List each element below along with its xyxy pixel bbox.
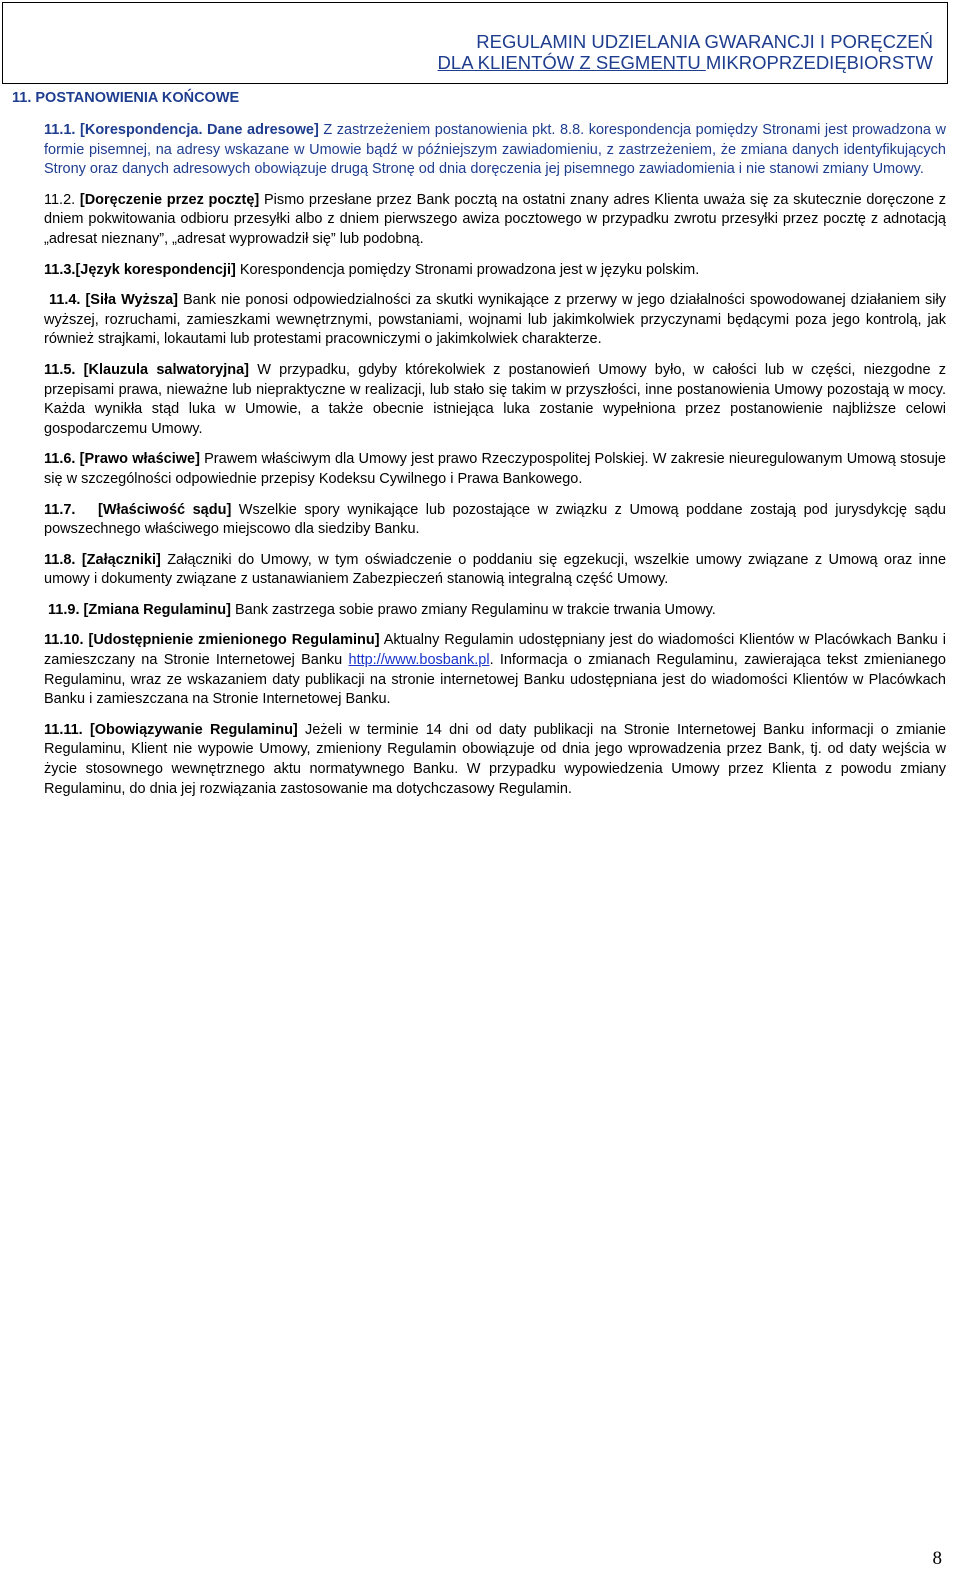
title-line-2-rest: MIKROPRZEDIĘBIORSTW: [705, 52, 933, 73]
paragraph-11-10: [44, 631, 946, 709]
paragraph-number: 11.10.: [44, 632, 84, 649]
paragraph-number: 11.7.: [44, 501, 76, 518]
paragraph-text-before-link: Aktualny Regulamin udostępniany jest do wiadomości Klientów w Placówkach Banku i zamieszczany na Stronie Internetowej Banku: [44, 632, 946, 669]
document-body: [44, 121, 946, 810]
paragraph-text: Bank nie ponosi odpowiedzialności za skutki wynikające z przerwy w jego działalności spowodowanej działaniem siły wyższej, rozruchami, zamieszkami wewnętrznymi, powstaniami, wojnami lub jakimkolwiek przyczynami będącymi poza jego kontrolą, jak również strajkami, lokautami lub protestami pracowniczymi o jakimkolwiek charakterze.: [44, 292, 947, 348]
paragraph-title: [Obowiązywanie Regulaminu]: [89, 721, 298, 738]
paragraph-title: [Właściwość sądu]: [98, 501, 232, 518]
title-line-2: [438, 52, 933, 73]
document-header: [2, 2, 948, 84]
page-number: 8: [932, 1548, 942, 1569]
title-line-1: REGULAMIN UDZIELANIA GWARANCJI I PORĘCZEŃ: [476, 31, 933, 52]
paragraph-number: 11.5.: [44, 361, 76, 378]
paragraph-number: 11.8.: [44, 551, 76, 568]
paragraph-title: [Udostępnienie zmienionego Regulaminu]: [88, 632, 380, 649]
paragraph-11-3: [44, 261, 946, 281]
paragraph-text: Korespondencja pomiędzy Stronami prowadzona jest w języku polskim.: [235, 261, 700, 278]
paragraph-11-9: [44, 601, 946, 621]
paragraph-title: [Załączniki]: [81, 551, 161, 568]
paragraph-11-2: [44, 191, 946, 250]
paragraph-title: [Zmiana Regulaminu]: [83, 601, 231, 618]
paragraph-number: 11.9.: [48, 601, 80, 618]
title-line-2-underlined: DLA KLIENTÓW Z SEGMENTU: [437, 52, 706, 73]
bank-website-link[interactable]: http://www.bosbank.pl: [348, 652, 490, 669]
paragraph-11-6: [44, 450, 946, 489]
paragraph-text: Załączniki do Umowy, w tym oświadczenie o poddaniu się egzekucji, wszelkie umowy związane z Umową oraz inne umowy i dokumenty związane z ustanawianiem Zabezpieczeń stanowią integralną część Umowy.: [44, 551, 947, 588]
paragraph-title: [Język korespondencji]: [75, 261, 236, 278]
paragraph-title: [Klauzula salwatoryjna]: [83, 361, 250, 378]
paragraph-text: Z zastrzeżeniem postanowienia pkt. 8.8. korespondencja pomiędzy Stronami jest prowadzona w formie pisemnej, na adresy wskazane w Umowie bądź w późniejszym zawiadomieniu, z zastrzeżeniem, że zmiana danych identyfikujących Strony oraz danych adresowych obowiązuje drugą Stronę od dnia doręczenia jej pisemnego zawiadomienia i nie stanowi zmiany Umowy.: [44, 122, 947, 178]
paragraph-text: Bank zastrzega sobie prawo zmiany Regulaminu w trakcie trwania Umowy.: [230, 601, 716, 618]
paragraph-text-after-link: . Informacja o zmianach Regulaminu, zawierająca tekst zmienianego Regulaminu, wraz ze wskazaniem daty publikacji na stronie internetowej Banku udostępniana jest do wiadomości Klientów w Placówkach Banku i zamieszczana na Stronie Internetowej Banku.: [44, 652, 946, 708]
paragraph-title: [Prawo właściwe]: [79, 451, 200, 468]
document-title: [438, 31, 933, 73]
paragraph-text: Pismo przesłane przez Bank pocztą na ostatni znany adres Klienta uważa się za skutecznie doręczone z dniem pokwitowania odbioru przesyłki albo z dniem pierwszego awiza pocztowego w przypadku zwrotu przesyłki przez pocztę z adnotacją „adresat nieznany”, „adresat wyprowadził się” lub podobną.: [44, 191, 946, 247]
paragraph-number: 11.6.: [44, 451, 76, 468]
paragraph-11-7: [44, 501, 946, 540]
paragraph-number: 11.4.: [49, 292, 81, 309]
paragraph-number: 11.2.: [44, 191, 76, 208]
paragraph-11-11: [44, 721, 946, 799]
paragraph-11-4: [44, 291, 946, 350]
paragraph-title: [Siła Wyższa]: [85, 292, 179, 309]
paragraph-11-5: [44, 361, 946, 439]
section-heading: 11. POSTANOWIENIA KOŃCOWE: [12, 90, 240, 106]
paragraph-text: W przypadku, gdyby którekolwiek z postanowień Umowy było, w całości lub w części, niezgodne z przepisami prawa, nieważne lub niepraktyczne w realizacji, lub stało się takim w przyszłości, inne postanowienia Umowy pozostają w mocy. Każda wynikła stąd luka w Umowie, a także obecnie istniejąca luka zostanie wypełniona przez postanowienie najbliższe celowi gospodarczemu Umowy.: [44, 361, 947, 437]
paragraph-text: Prawem właściwym dla Umowy jest prawo Rzeczypospolitej Polskiej. W zakresie nieuregulowanym Umową stosuje się w szczególności odpowiednie przepisy Kodeksu Cywilnego i Prawa Bankowego.: [44, 451, 946, 487]
paragraph-number: 11.11.: [44, 721, 83, 738]
paragraph-text: Wszelkie spory wynikające lub pozostające w związku z Umową poddane zostają pod jurysdykcję sądu powszechnego właściwego miejscowo dla siedziby Banku.: [44, 501, 946, 538]
paragraph-title: [Korespondencja. Dane adresowe]: [80, 122, 319, 138]
paragraph-number: 11.1.: [44, 122, 76, 138]
paragraph-number: 11.3.: [44, 261, 76, 278]
paragraph-11-8: [44, 551, 946, 590]
paragraph-title: [Doręczenie przez pocztę]: [79, 191, 260, 208]
paragraph-text: Jeżeli w terminie 14 dni od daty publikacji na Stronie Internetowej Banku informacji o zmianie Regulaminu, Klient nie wypowie Umowy, zmieniony Regulamin obowiązuje od dnia jego wprowadzenia przez Bank, tj. od daty wejścia w życie stosownego wewnętrznego aktu normatywnego Banku. W przypadku wypowiedzenia Umowy przez Klienta z powodu zmiany Regulaminu, do dnia jej rozwiązania zastosowanie ma dotychczasowy Regulamin.: [44, 721, 946, 797]
paragraph-11-1: [44, 121, 946, 180]
